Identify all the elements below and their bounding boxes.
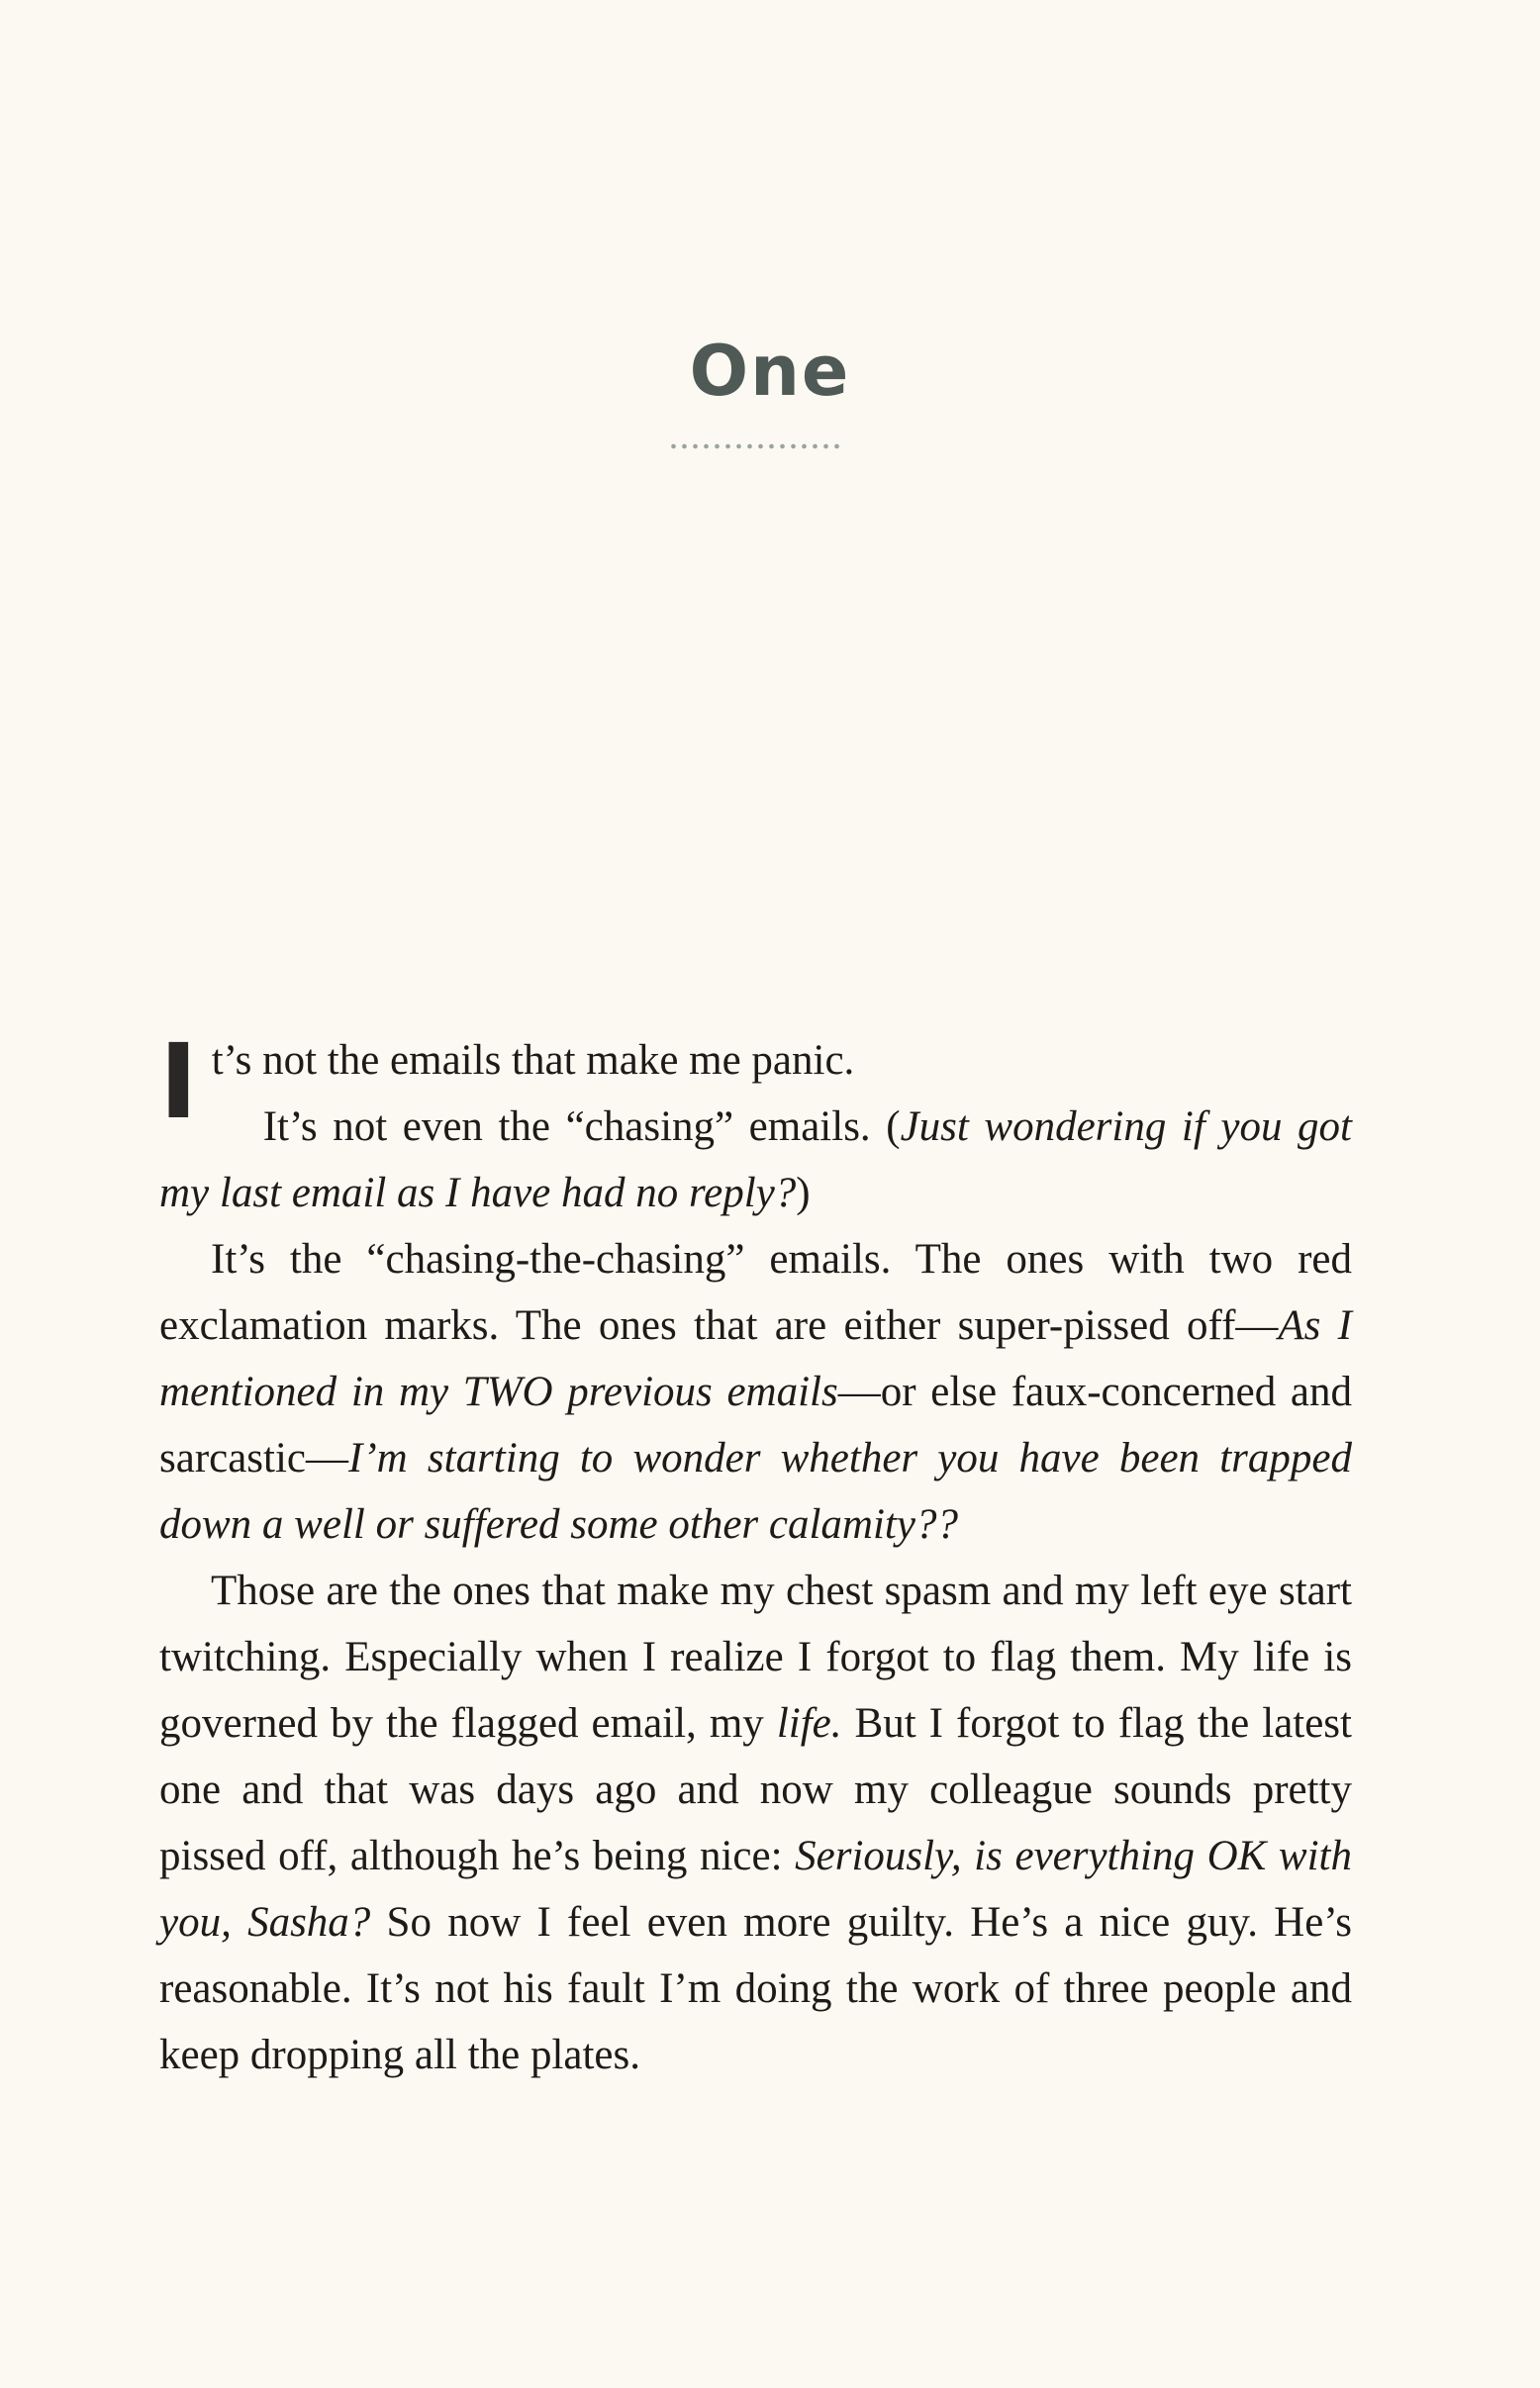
text-segment: ) (796, 1170, 811, 1216)
italic-segment: I’m starting to wonder whether you have been trapped down a well or suffered some other calamity?? (159, 1435, 1352, 1548)
text-segment: It’s the “chasing-the-chasing” emails. The ones with two red exclamation marks. The ones that are either super-pissed off— (159, 1236, 1352, 1349)
paragraph-text: t’s not the emails that make me panic. (211, 1037, 855, 1084)
drop-cap: I (159, 1021, 198, 1142)
paragraph-3 (159, 1226, 1352, 1558)
paragraph-2 (159, 1094, 1352, 1226)
italic-segment: Seriously, is everything OK with you, Sasha? (159, 1833, 1352, 1946)
chapter-title: One (689, 331, 851, 412)
text-segment: It’s not even the “chasing” emails. ( (262, 1103, 901, 1150)
chapter-ornament-dots (668, 443, 844, 449)
chapter-body (159, 1021, 1353, 2088)
italic-segment: life. (776, 1700, 842, 1747)
text-segment: Those are the ones that make my chest spasm and my left eye start twitching. Especially when I realize I forgot to flag them. My life is governed by the flagged email, my (159, 1568, 1352, 1747)
text-segment: So now I feel even more guilty. He’s a nice guy. He’s reasonable. It’s not his fault I’m doing the work of three people and keep dropping all the plates. (159, 1899, 1352, 2078)
italic-segment: Just wondering if you got my last email as I have had no reply? (159, 1103, 1353, 1216)
text-segment: —or else faux-concerned and sarcastic— (159, 1369, 1352, 1481)
italic-segment: As I mentioned in my TWO previous emails (159, 1302, 1353, 1415)
paragraph-4 (159, 1558, 1352, 2088)
text-segment: But I forgot to flag the latest one and that was days ago and now my colleague sounds pretty pissed off, although he’s being nice: (159, 1700, 1352, 1879)
